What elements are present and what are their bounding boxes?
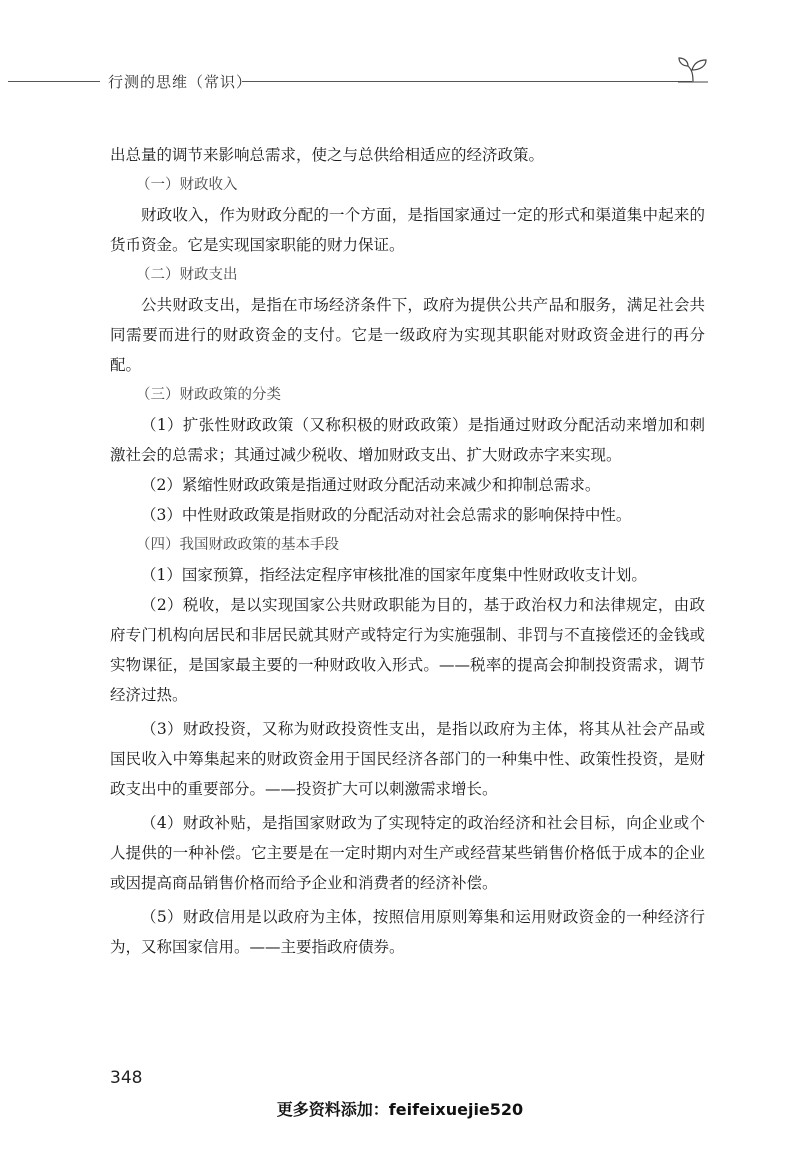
section-heading-policy-tools: （四）我国财政政策的基本手段 (136, 537, 339, 553)
paragraph-budget: （1）国家预算，指经法定程序审核批准的国家年度集中性财政收支计划。 (141, 566, 647, 584)
leaf-sprout-icon (676, 54, 710, 84)
running-header-title: 行测的思维（常识） (108, 73, 253, 91)
header-rule-left (8, 81, 100, 82)
page-body (110, 140, 705, 962)
paragraph-continued: 出总量的调节来影响总需求，使之与总供给相适应的经济政策。 (110, 146, 545, 164)
footer-note: 更多资料添加：feifeixuejie520 (276, 1100, 524, 1119)
paragraph-neutral: （3）中性财政政策是指财政的分配活动对社会总需求的影响保持中性。 (141, 506, 632, 524)
paragraph-subsidy: （4）财政补贴，是指国家财政为了实现特定的政治经济和社会目标，向企业或个人提供的一种补偿。它主要是在一定时期内对生产或经营某些销售价格低于成本的企业或因提高商品销售价格而给予企业和消费者的经济补偿。 (110, 814, 705, 892)
paragraph-revenue: 财政收入，作为财政分配的一个方面，是指国家通过一定的形式和渠道集中起来的货币资金。它是实现国家职能的财力保证。 (110, 206, 705, 254)
paragraph-tax: （2）税收，是以实现国家公共财政职能为目的，基于政治权力和法律规定，由政府专门机构向居民和非居民就其财产或特定行为实施强制、非罚与不直接偿还的金钱或实物课征，是国家最主要的一种财政收入形式。——税率的提高会抑制投资需求，调节经济过热。 (110, 596, 705, 704)
header-rule-right (242, 81, 692, 82)
section-heading-policy-types: （三）财政政策的分类 (136, 387, 281, 403)
section-heading-expenditure: （二）财政支出 (136, 267, 238, 283)
running-header (0, 66, 800, 96)
page-number: 348 (110, 1068, 143, 1088)
paragraph-contractionary: （2）紧缩性财政政策是指通过财政分配活动来减少和抑制总需求。 (141, 476, 601, 494)
paragraph-investment: （3）财政投资，又称为财政投资性支出，是指以政府为主体，将其从社会产品或国民收入中筹集起来的财政资金用于国民经济各部门的一种集中性、政策性投资，是财政支出中的重要部分。——投资扩大可以刺激需求增长。 (110, 720, 705, 798)
paragraph-credit: （5）财政信用是以政府为主体，按照信用原则筹集和运用财政资金的一种经济行为，又称国家信用。——主要指政府债券。 (110, 908, 705, 956)
paragraph-expenditure: 公共财政支出，是指在市场经济条件下，政府为提供公共产品和服务，满足社会共同需要而进行的财政资金的支付。它是一级政府为实现其职能对财政资金进行的再分配。 (110, 296, 705, 374)
paragraph-expansionary: （1）扩张性财政政策（又称积极的财政政策）是指通过财政分配活动来增加和刺激社会的总需求；其通过减少税收、增加财政支出、扩大财政赤字来实现。 (110, 416, 705, 464)
section-heading-revenue: （一）财政收入 (136, 177, 238, 193)
